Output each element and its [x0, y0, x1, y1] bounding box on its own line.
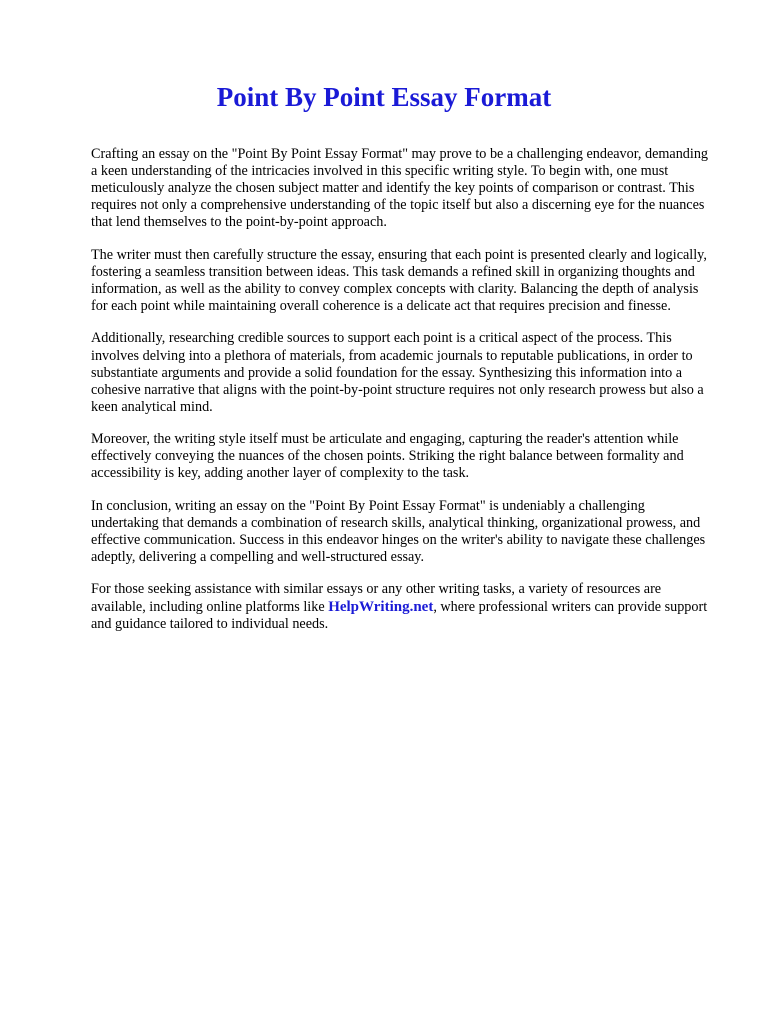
paragraph-style: Moreover, the writing style itself must be articulate and engaging, capturing the reader's attention while effectively conveying the nuances of the chosen points. Striking the right balance between formality and accessibility is key, adding another layer of complexity to the task.: [91, 431, 684, 482]
helpwriting-link[interactable]: HelpWriting.net: [328, 598, 434, 615]
document-body: [91, 146, 713, 648]
paragraph-structure: The writer must then carefully structure the essay, ensuring that each point is presented clearly and logically, fostering a seamless transition between ideas. This task demands a refined skill in organizing thoughts and information, as well as the ability to convey complex concepts with clarity. Balancing the depth of analysis for each point while maintaining overall coherence is a delicate act that requires precision and finesse.: [91, 246, 707, 315]
paragraph-research: Additionally, researching credible sources to support each point is a critical aspect of the process. This involves delving into a plethora of materials, from academic journals to reputable publications, in order to substantiate arguments and provide a solid foundation for the essay. Synthesizing this information into a cohesive narrative that aligns with the point-by-point structure requires not only research prowess but also a keen analytical mind.: [91, 330, 704, 415]
closing-text-after-link: , where professional writers can provide support and guidance tailored to individual needs.: [91, 598, 708, 632]
paragraph-intro: Crafting an essay on the "Point By Point Essay Format" may prove to be a challenging endeavor, demanding a keen understanding of the intricacies involved in this specific writing style. To begin with, one must meticulously analyze the chosen subject matter and identify the key points of comparison or contrast. This requires not only a comprehensive understanding of the topic itself but also a discerning eye for the nuances that lend themselves to the point-by-point approach.: [91, 146, 709, 231]
closing-text-before-link: For those seeking assistance with similar essays or any other writing tasks, a variety of resources are available, including online platforms like: [91, 581, 662, 615]
paragraph-closing: [91, 581, 713, 632]
page-title: Point By Point Essay Format: [216, 82, 552, 112]
paragraph-conclusion: In conclusion, writing an essay on the "Point By Point Essay Format" is undeniably a challenging undertaking that demands a combination of research skills, analytical thinking, organizational prowess, and effective communication. Success in this endeavor hinges on the writer's ability to navigate these challenges adeptly, delivering a compelling and well-structured essay.: [91, 497, 706, 566]
